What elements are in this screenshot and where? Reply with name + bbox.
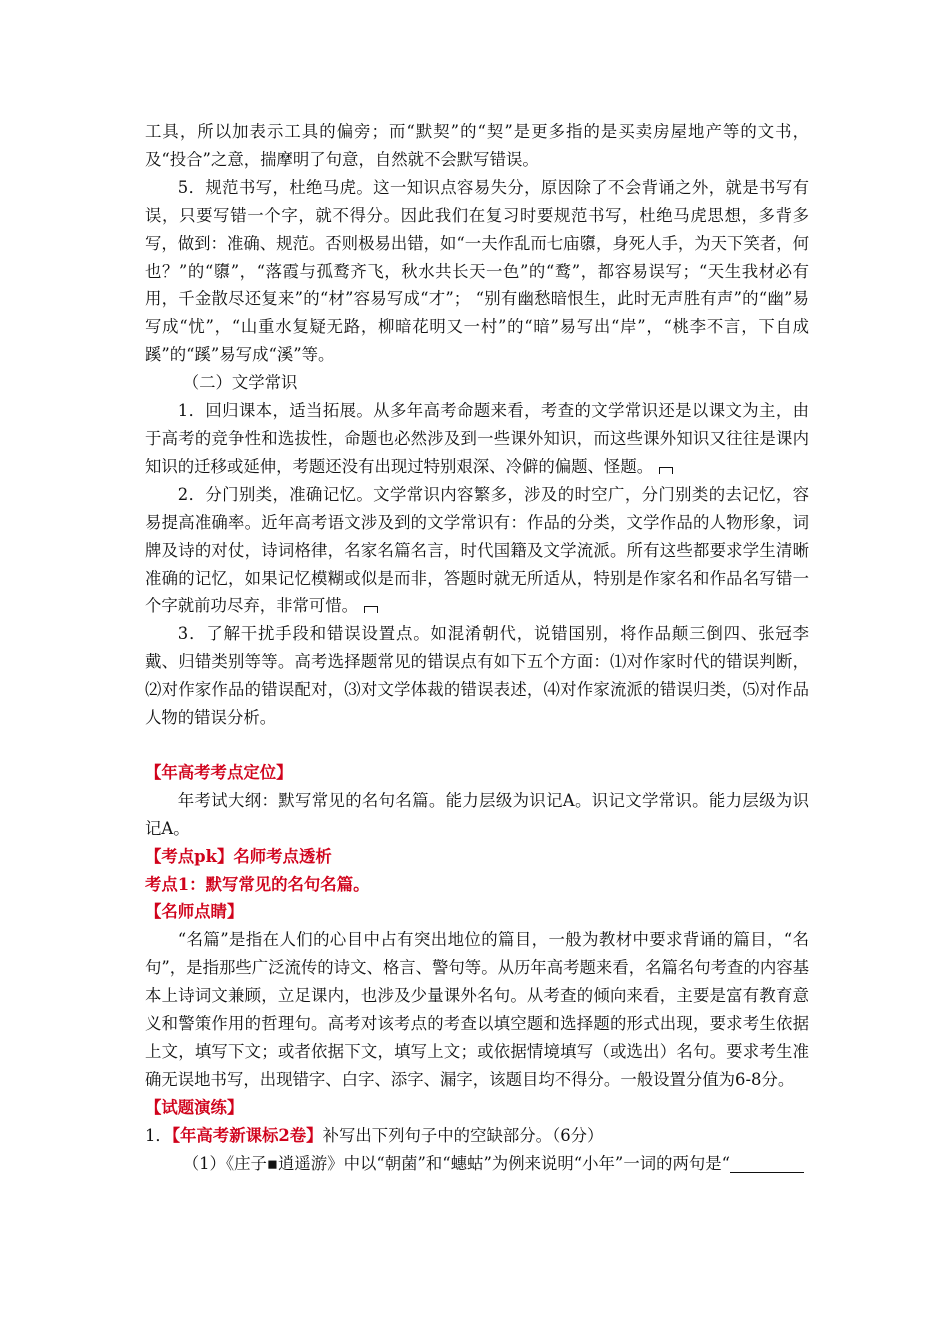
document-page [145,118,809,1178]
heading-teacher-tips: 【名师点睛】 [145,902,244,922]
paragraph-text: 1．回归课本，适当拓展。从多年高考命题来看，考查的文学常识还是以课文为主，由于高考的竞争性和选拔性，命题也必然涉及到一些课外知识，而这些课外知识又往往是课内知识的迁移或延伸，考题还没有出现过特别艰深、冷僻的偏题、怪题。 [145,401,809,476]
paragraph-text: 2．分门别类，准确记忆。文学常识内容繁多，涉及的时空广，分门别类的去记忆，容易提高准确率。近年高考语文涉及到的文学常识有：作品的分类，文学作品的人物形象，词牌及诗的对仗，诗词格律，名家名篇名言，时代国籍及文学流派。所有这些都要求学生清晰准确的记忆，如果记忆模糊或似是而非，答题时就无所适从，特别是作家名和作品名写错一个字就前功尽弃，非常可惜。 [145,484,809,616]
spacer [145,732,809,759]
question-1-sub-1 [145,1150,809,1178]
heading-point-1: 考点1：默写常见的名句名篇。 [145,874,370,894]
paragraph-writing-standard: 5．规范书写，杜绝马虎。这一知识点容易失分，原因除了不会背诵之外，就是书写有误，只要写错一个字，就不得分。因此我们在复习时要规范书写，杜绝马虎思想，多背多写，做到：准确、规范。否则极易出错，如“一夫作乱而七庙隳，身死人手，为天下笑者，何也？”的“隳”，“落霞与孤鹜齐飞，秋水共长天一色”的“鹜”，都容易误写；“天生我材必有用，千金散尽还复来”的“材”容易写成“才”； “别有幽愁暗恨生，此时无声胜有声”的“幽”易写成“忧”，“山重水复疑无路，柳暗花明又一村”的“暗”易写出“岸”，“桃李不言，下自成蹊”的“蹊”易写成“溪”等。 [145,177,810,365]
heading-exam-positioning: 【年高考考点定位】 [145,762,293,782]
edit-mark-icon [659,467,673,474]
paragraph-exam-outline: 年考试大纲：默写常见的名句名篇。能力层级为识记A。识记文学常识。能力层级为识记A。 [145,790,809,838]
question-number: 1． [145,1125,172,1145]
question-text: 补写出下列句子中的空缺部分。（6分） [322,1125,604,1145]
paragraph-return-textbook [145,397,809,481]
answer-blank[interactable] [730,1154,804,1173]
heading-teacher-analysis: 【考点pk】名师考点透析 [145,846,332,866]
paragraph-tools-radical: 工具，所以加表示工具的偏旁；而“默契”的“契”是更多指的是买卖房屋地产等的文书，及“投合”之意，揣摩明了句意，自然就不会默写错误。 [145,122,809,169]
paragraph-distractors: 3．了解干扰手段和错误设置点。如混淆朝代，说错国别，将作品颠三倒四、张冠李戴、归错类别等等。高考选择题常见的错误点有如下五个方面：⑴对作家时代的错误判断，⑵对作家作品的错误配对，⑶对文学体裁的错误表述，⑷对作家流派的错误归类，⑸对作品人物的错误分析。 [145,624,809,728]
paragraph-famous-passages: “名篇”是指在人们的心目中占有突出地位的篇目，一般为教材中要求背诵的篇目，“名句”，是指那些广泛流传的诗文、格言、警句等。从历年高考题来看，名篇名句考查的内容基本上诗词文兼顾，立足课内，也涉及少量课外名句。从考查的倾向来看，主要是富有教育意义和警策作用的哲理句。高考对该考点的考查以填空题和选择题的形式出现，要求考生依据上文，填写下文；或者依据下文，填写上文；或依据情境填写（或选出）名句。要求考生准确无误地书写，出现错字、白字、添字、漏字，该题目均不得分。一般设置分值为6-8分。 [145,930,810,1089]
paragraph-classify-memory [145,481,809,621]
section-heading-literature: （二）文学常识 [182,373,298,393]
question-source-tag: 【年高考新课标2卷】 [171,1125,323,1145]
question-sub-text: （1）《庄子▪逍遥游》中以“朝菌”和“蟪蛄”为例来说明“小年”一词的两句是“ [182,1153,731,1173]
heading-practice: 【试题演练】 [145,1097,244,1117]
question-1 [145,1122,809,1150]
edit-mark-icon [364,606,378,613]
